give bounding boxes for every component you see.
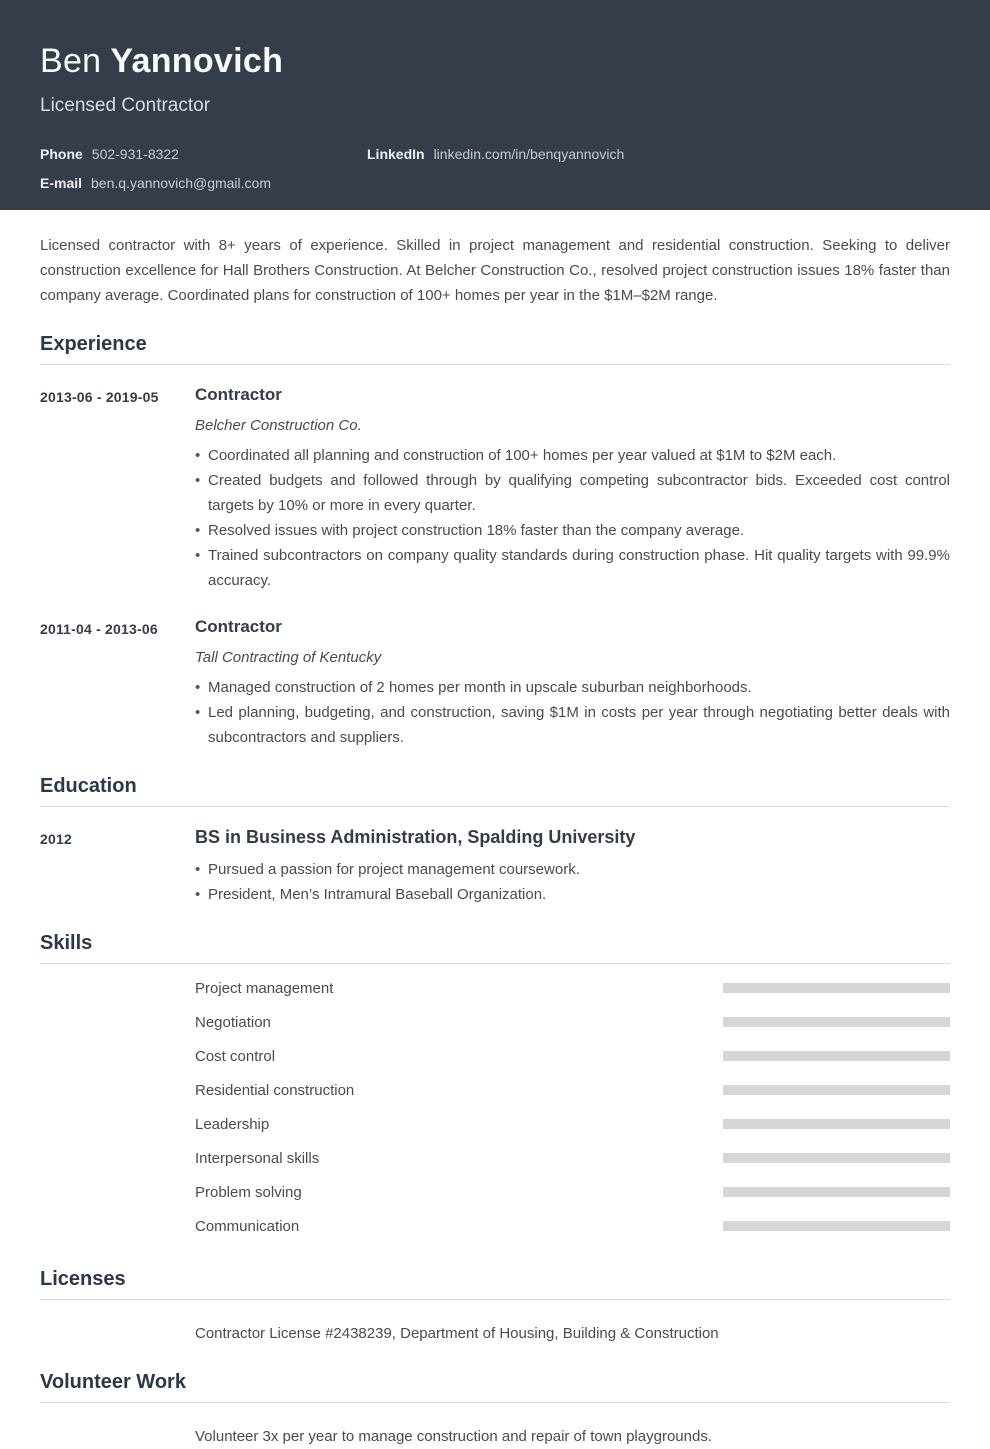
skill-label: Project management	[195, 979, 334, 997]
entry-body	[195, 385, 950, 593]
skill-bar	[723, 983, 950, 993]
skill-row	[40, 1107, 950, 1141]
skill-label: Communication	[195, 1217, 300, 1235]
bullet-item: • Pursued a passion for project management coursework.	[195, 857, 950, 882]
entry-body	[195, 617, 950, 750]
volunteer-heading: Volunteer Work	[40, 1371, 950, 1403]
skill-label: Problem solving	[195, 1183, 302, 1201]
skill-row	[40, 1039, 950, 1073]
skill-label: Negotiation	[195, 1013, 271, 1031]
summary-paragraph: Licensed contractor with 8+ years of experience. Skilled in project management and residential construction. Seeking to deliver construction excellence for Hall Brothers Construction. At Belcher Construction Co., resolved project construction issues 18% faster than company average. Coordinated plans for construction of 100+ homes per year in the $1M–$2M range.	[40, 237, 950, 304]
linkedin-value: linkedin.com/in/benqyannovich	[433, 145, 625, 162]
licenses-heading: Licenses	[40, 1268, 950, 1300]
email-value: ben.q.yannovich@gmail.com	[91, 174, 271, 191]
entry-dates: 2012	[40, 831, 72, 847]
job-title: Licensed Contractor	[40, 94, 211, 116]
skill-label: Leadership	[195, 1115, 270, 1133]
skill-bar	[723, 1221, 950, 1231]
bullet-item: • Resolved issues with project construction 18% faster than the company average.	[195, 518, 950, 543]
bullet-item: • President, Men’s Intramural Baseball Organization.	[195, 882, 950, 907]
skill-row	[40, 1175, 950, 1209]
skill-row	[40, 1073, 950, 1107]
contact-linkedin	[367, 146, 950, 162]
experience-entry	[40, 617, 950, 750]
bullet-item: • Managed construction of 2 homes per month in upscale suburban neighborhoods.	[195, 675, 950, 700]
bullet-item: • Created budgets and followed through by qualifying competing subcontractor bids. Exceeded cost control targets by 10% or more in every quarter.	[195, 468, 950, 518]
section-skills	[40, 932, 950, 1243]
first-name: Ben	[40, 42, 102, 80]
bullet-item: • Coordinated all planning and construction of 100+ homes per year valued at $1M to $2M each.	[195, 443, 950, 468]
entry-body	[195, 827, 950, 907]
entry-role: Contractor	[195, 617, 282, 636]
education-entry	[40, 827, 950, 907]
entry-degree: BS in Business Administration, Spalding University	[195, 827, 636, 847]
volunteer-text: Volunteer 3x per year to manage construction and repair of town playgrounds.	[195, 1428, 712, 1445]
section-education	[40, 775, 950, 907]
bullet-item: • Trained subcontractors on company quality standards during construction phase. Hit quality targets with 99.9% accuracy.	[195, 543, 950, 593]
entry-bullets	[195, 675, 950, 750]
experience-heading: Experience	[40, 333, 950, 365]
entry-company: Tall Contracting of Kentucky	[195, 649, 382, 666]
skill-bar	[723, 1085, 950, 1095]
resume-body	[0, 233, 990, 1449]
entry-bullets	[195, 857, 950, 907]
entry-company: Belcher Construction Co.	[195, 417, 362, 434]
contact-email	[40, 175, 367, 191]
licenses-text: Contractor License #2438239, Department of Housing, Building & Construction	[195, 1325, 719, 1342]
entry-dates: 2013-06 - 2019-05	[40, 389, 159, 405]
experience-entry	[40, 385, 950, 593]
skill-label: Cost control	[195, 1047, 276, 1065]
contact-phone	[40, 146, 367, 162]
linkedin-label: LinkedIn	[367, 145, 425, 162]
contact-info	[40, 146, 950, 191]
skill-label: Residential construction	[195, 1081, 355, 1099]
skills-list	[40, 971, 950, 1243]
skill-label: Interpersonal skills	[195, 1149, 320, 1167]
skill-bar	[723, 1119, 950, 1129]
education-heading: Education	[40, 775, 950, 807]
person-name	[40, 44, 950, 80]
entry-dates: 2011-04 - 2013-06	[40, 621, 158, 637]
phone-label: Phone	[40, 145, 83, 162]
bullet-item: • Led planning, budgeting, and construction, saving $1M in costs per year through negotiating better deals with subcontractors and suppliers.	[195, 700, 950, 750]
section-volunteer	[40, 1371, 950, 1449]
skill-row	[40, 1141, 950, 1175]
skill-row	[40, 1209, 950, 1243]
entry-role: Contractor	[195, 385, 282, 404]
email-label: E-mail	[40, 174, 83, 191]
last-name: Yannovich	[110, 42, 284, 80]
phone-value: 502-931-8322	[91, 145, 179, 162]
entry-bullets	[195, 443, 950, 593]
skill-bar	[723, 1051, 950, 1061]
skill-bar	[723, 1153, 950, 1163]
skill-row	[40, 971, 950, 1005]
skill-row	[40, 1005, 950, 1039]
skill-bar	[723, 1187, 950, 1197]
skills-heading: Skills	[40, 932, 950, 964]
resume-header	[0, 0, 990, 210]
section-licenses	[40, 1268, 950, 1346]
skill-bar	[723, 1017, 950, 1027]
section-experience	[40, 333, 950, 750]
